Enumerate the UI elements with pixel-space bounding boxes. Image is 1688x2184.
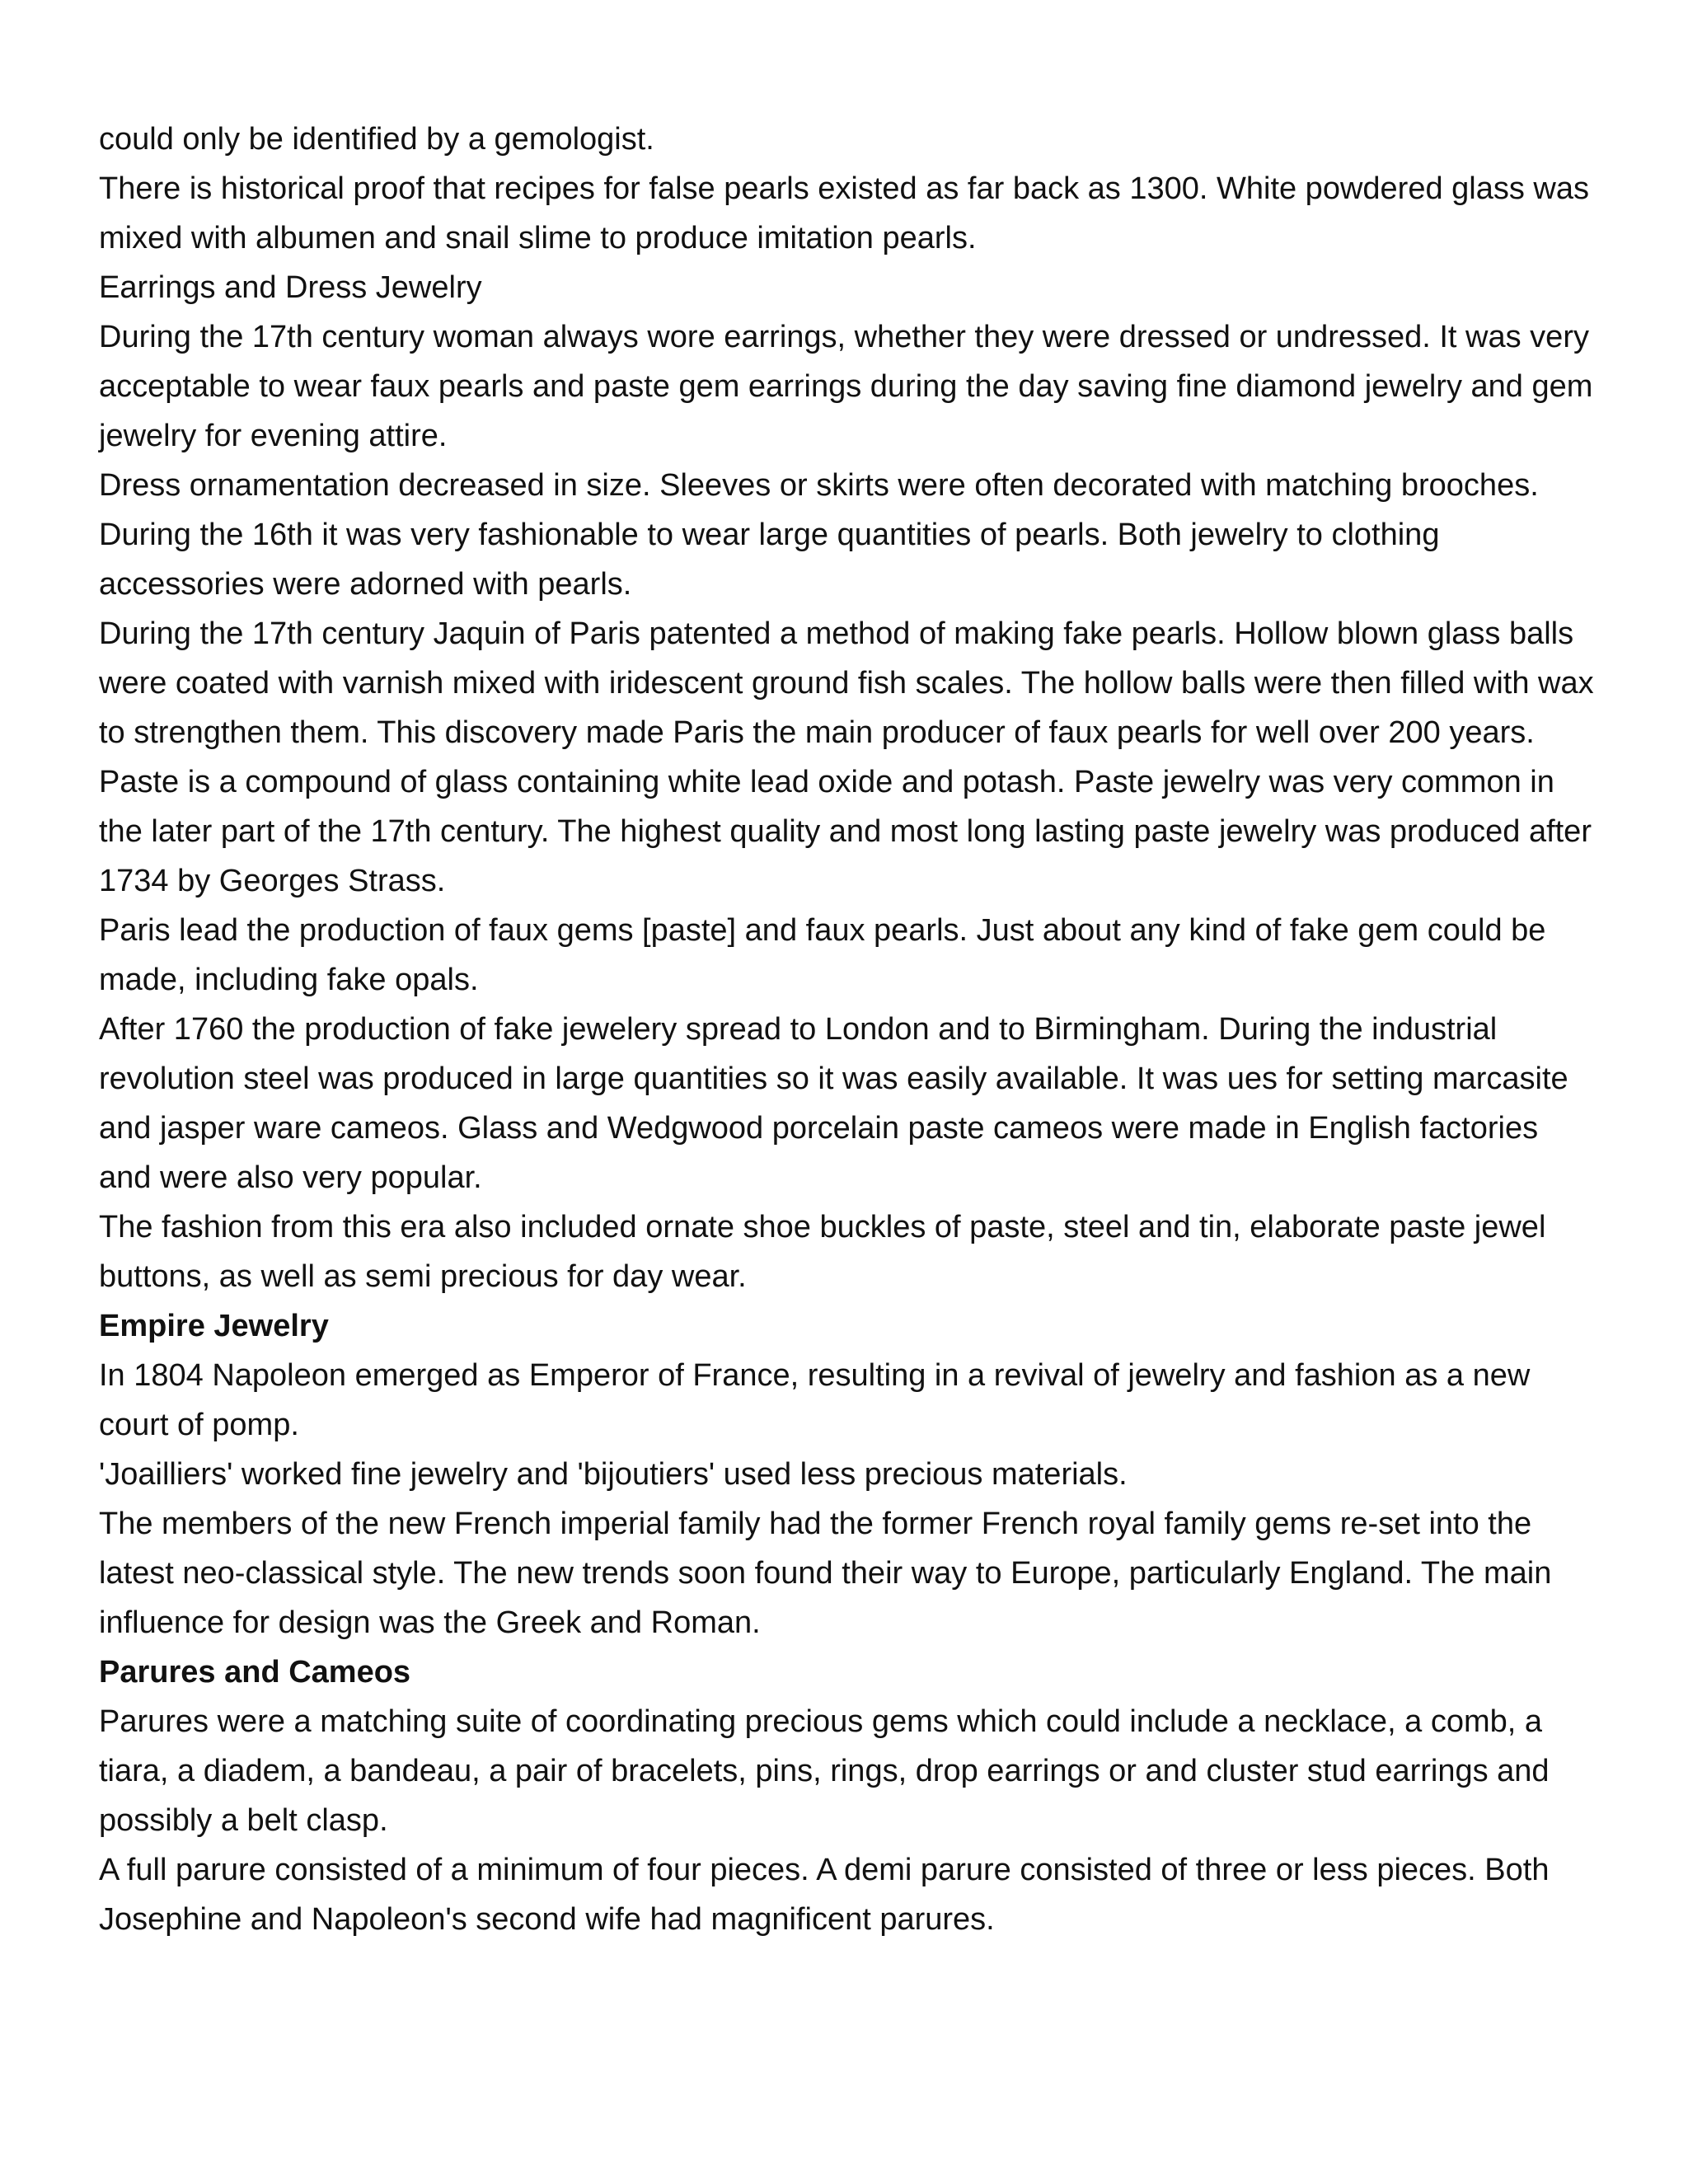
paragraph-paste-compound: Paste is a compound of glass containing white lead oxide and potash. Paste jewelry was very common in the later part of the 17th century. The highest quality and most long lasting paste jewelry was produced after 1734 by Georges Strass. [99, 765, 1592, 898]
paragraph-false-pearls-history: There is historical proof that recipes for false pearls existed as far back as 1300. White powdered glass was mixed with albumen and snail slime to produce imitation pearls. [99, 171, 1589, 255]
paragraph-napoleon-1804: In 1804 Napoleon emerged as Emperor of France, resulting in a revival of jewelry and fashion as a new court of pomp. [99, 1358, 1531, 1442]
paragraph-16th-century-pearls: During the 16th it was very fashionable to wear large quantities of pearls. Both jewelry to clothing accessories were adorned with pearls. [99, 518, 1440, 602]
heading-parures-cameos: Parures and Cameos [99, 1655, 411, 1690]
paragraph-joailliers: 'Joailliers' worked fine jewelry and 'bijoutiers' used less precious materials. [99, 1457, 1128, 1492]
document-page [99, 115, 1599, 1944]
subheading-earrings-dress-jewelry: Earrings and Dress Jewelry [99, 270, 482, 305]
paragraph-era-fashion: The fashion from this era also included ornate shoe buckles of paste, steel and tin, elaborate paste jewel buttons, as well as semi precious for day wear. [99, 1210, 1546, 1294]
heading-empire-jewelry: Empire Jewelry [99, 1309, 329, 1343]
paragraph-paris-faux-gems: Paris lead the production of faux gems [paste] and faux pearls. Just about any kind of fake gem could be made, including fake opals. [99, 913, 1546, 997]
paragraph-jaquin-fake-pearls: During the 17th century Jaquin of Paris patented a method of making fake pearls. Hollow blown glass balls were coated with varnish mixed with iridescent ground fish scales. The hollow balls were then filled with wax to strengthen them. This discovery made Paris the main producer of faux pearls for well over 200 years. [99, 616, 1594, 750]
paragraph-17th-century-earrings: During the 17th century woman always wore earrings, whether they were dressed or undressed. It was very acceptable to wear faux pearls and paste gem earrings during the day saving fine diamond jewelry and gem jewelry for evening attire. [99, 320, 1593, 453]
paragraph-parures-suite: Parures were a matching suite of coordinating precious gems which could include a necklace, a comb, a tiara, a diadem, a bandeau, a pair of bracelets, pins, rings, drop earrings or and cluster stud earrings and possibly a belt clasp. [99, 1704, 1550, 1838]
paragraph-imperial-family: The members of the new French imperial family had the former French royal family gems re-set into the latest neo-classical style. The new trends soon found their way to Europe, particularly England. The main influence for design was the Greek and Roman. [99, 1507, 1552, 1640]
paragraph-gemologist: could only be identified by a gemologist. [99, 122, 654, 157]
paragraph-dress-ornamentation: Dress ornamentation decreased in size. Sleeves or skirts were often decorated with matching brooches. [99, 468, 1539, 503]
paragraph-full-parure: A full parure consisted of a minimum of four pieces. A demi parure consisted of three or less pieces. Both Josephine and Napoleon's second wife had magnificent parures. [99, 1853, 1550, 1937]
paragraph-after-1760: After 1760 the production of fake jewelery spread to London and to Birmingham. During the industrial revolution steel was produced in large quantities so it was easily available. It was ues for setting marcasite and jasper ware cameos. Glass and Wedgwood porcelain paste cameos were made in English factories and were also very popular. [99, 1012, 1568, 1195]
